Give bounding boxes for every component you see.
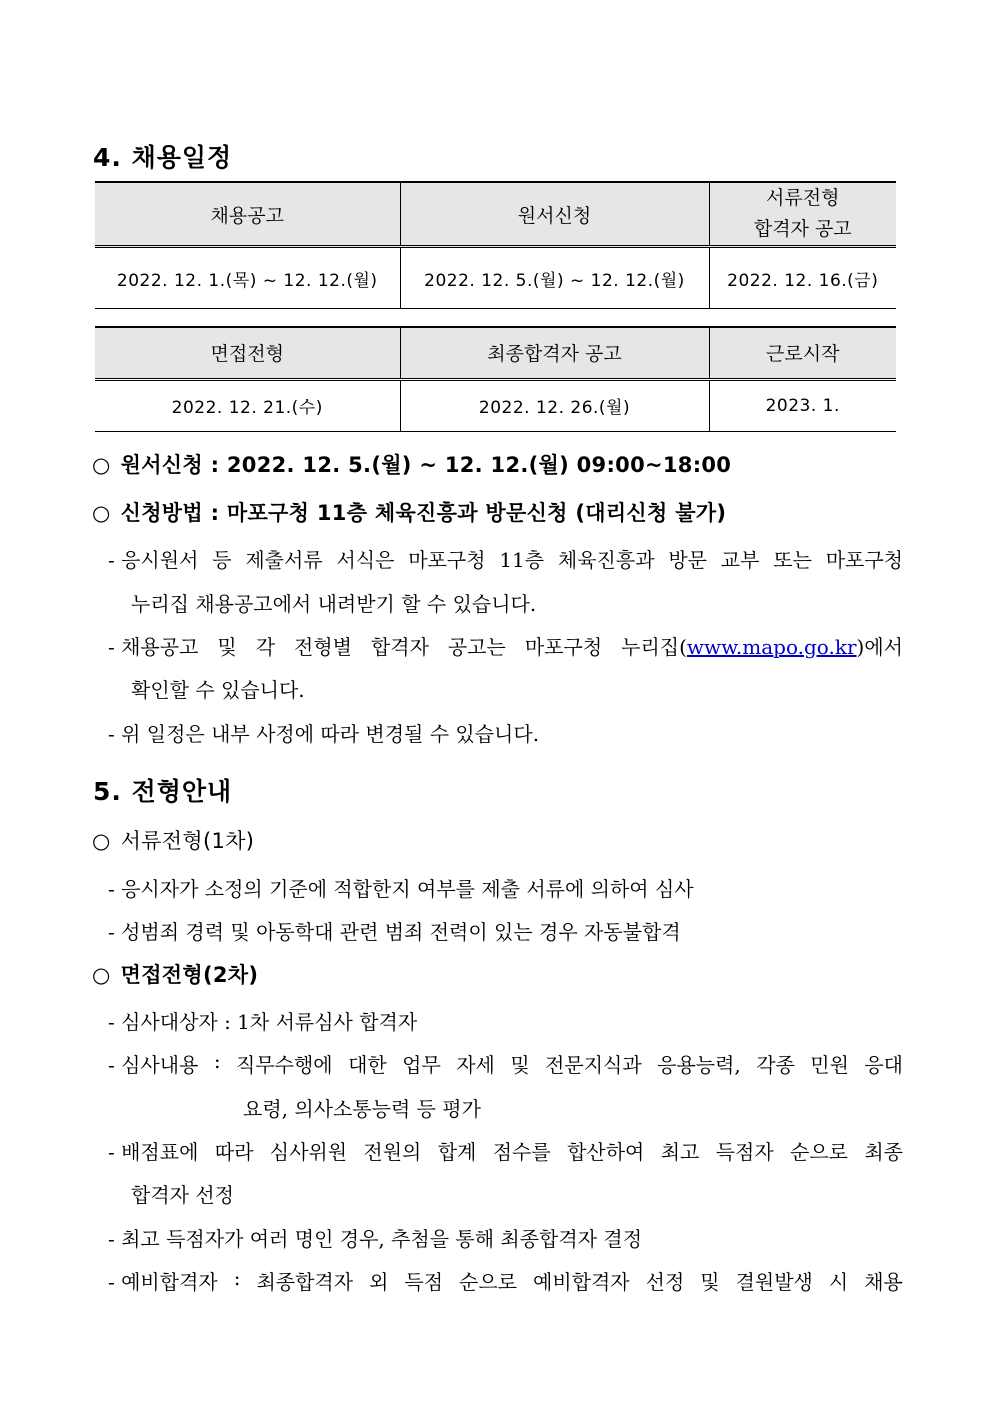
bullet-interview: ○ 면접전형(2차) [92, 963, 259, 987]
header-doc-pass-notice [709, 182, 896, 247]
header-doc-line1: 서류전형 [766, 187, 840, 209]
interview-item-b-line1: - 심사내용 : 직무수행에 대한 업무 자세 및 전문지식과 응용능력, 각종 민원 응대 [108, 1049, 903, 1077]
bullet-application-method: ○ 신청방법 : 마포구청 11층 체육진흥과 방문신청 (대리신청 불가) [92, 501, 727, 525]
schedule-table-2 [95, 326, 896, 432]
header-recruit-notice: 채용공고 [95, 182, 400, 247]
bullet-application-period: ○ 원서신청 : 2022. 12. 5.(월) ~ 12. 12.(월) 09:00~18:00 [92, 453, 732, 477]
section-5-title: 5. 전형안내 [93, 777, 233, 806]
doc-item-1: - 응시자가 소정의 기준에 적합한지 여부를 제출 서류에 의하여 심사 [108, 877, 694, 901]
interview-item-d: - 최고 득점자가 여러 명인 경우, 추첨을 통해 최종합격자 결정 [108, 1227, 643, 1251]
value-final-notice: 2022. 12. 26.(월) [400, 379, 709, 431]
mapo-website-link[interactable]: www.mapo.go.kr [686, 635, 857, 659]
header-doc-line2: 합격자 공고 [753, 218, 852, 240]
value-work-start: 2023. 1. [709, 379, 896, 431]
item-c-line1: - 위 일정은 내부 사정에 따라 변경될 수 있습니다. [108, 722, 540, 746]
header-application: 원서신청 [400, 182, 709, 247]
section-4-title: 4. 채용일정 [93, 143, 233, 172]
schedule-table-1 [95, 181, 896, 309]
header-final-notice: 최종합격자 공고 [400, 327, 709, 379]
value-doc-pass-notice: 2022. 12. 16.(금) [709, 247, 896, 309]
interview-item-a: - 심사대상자 : 1차 서류심사 합격자 [108, 1010, 418, 1034]
item-a-line1: - 응시원서 등 제출서류 서식은 마포구청 11층 체육진흥과 방문 교부 또는 마포구청 [108, 548, 903, 572]
header-work-start: 근로시작 [709, 327, 896, 379]
bullet-circle: ○ [92, 453, 111, 477]
doc-item-2: - 성범죄 경력 및 아동학대 관련 범죄 전력이 있는 경우 자동불합격 [108, 920, 681, 944]
interview-item-b-line2: 요령, 의사소통능력 등 평가 [243, 1097, 481, 1121]
value-recruit-notice: 2022. 12. 1.(목) ~ 12. 12.(월) [95, 247, 400, 309]
bullet-circle: ○ [92, 963, 111, 987]
interview-item-c-line1: - 배점표에 따라 심사위원 전원의 합계 점수를 합산하여 최고 득점자 순으로 최종 [108, 1140, 903, 1164]
bullet-doc-screening: ○ 서류전형(1차) [92, 829, 255, 853]
item-a-line2: 누리집 채용공고에서 내려받기 할 수 있습니다. [131, 592, 537, 616]
value-interview: 2022. 12. 21.(수) [95, 379, 400, 431]
interview-item-e-line1: - 예비합격자 : 최종합격자 외 득점 순으로 예비합격자 선정 및 결원발생 시 채용 [108, 1266, 903, 1294]
value-application: 2022. 12. 5.(월) ~ 12. 12.(월) [400, 247, 709, 309]
interview-item-c-line2: 합격자 선정 [131, 1183, 234, 1207]
bullet-circle: ○ [92, 829, 111, 853]
bullet-circle: ○ [92, 501, 111, 525]
item-b-line1: - 채용공고 및 각 전형별 합격자 공고는 마포구청 누리집(www.mapo.go.kr)에서 [108, 635, 903, 659]
item-b-line2: 확인할 수 있습니다. [131, 678, 305, 702]
header-interview: 면접전형 [95, 327, 400, 379]
